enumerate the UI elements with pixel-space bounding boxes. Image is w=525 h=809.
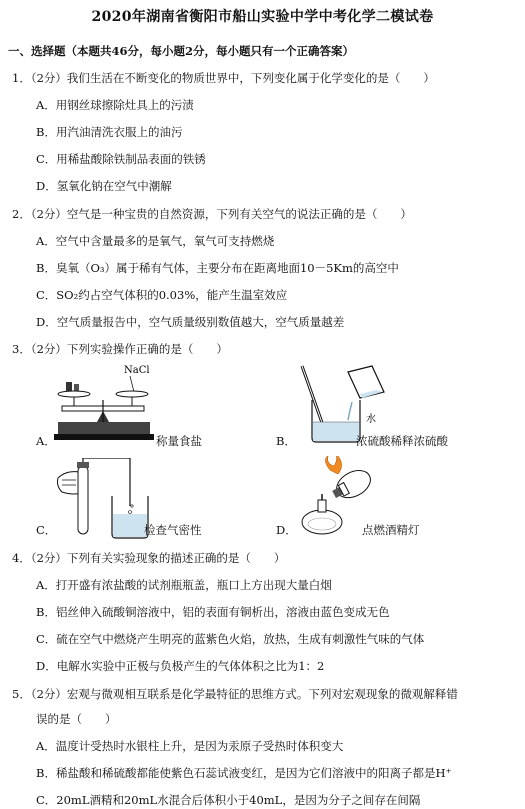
option-c-letter: C． xyxy=(36,523,57,537)
question-5-option-b: B．稀盐酸和稀硫酸都能使紫色石蕊试液变红，是因为它们溶液中的阳离子都是H⁺ xyxy=(36,766,452,780)
section-heading: 一、选择题（本题共46分，每小题2分，每小题只有一个正确答案） xyxy=(8,44,355,58)
question-1-option-c: C．用稀盐酸除铁制品表面的铁锈 xyxy=(36,152,206,166)
question-4-option-d: D．电解水实验中正极与负极产生的气体体积之比为1：2 xyxy=(36,659,325,673)
question-2-stem: 2．（2分）空气是一种宝贵的自然资源，下列有关空气的说法正确的是（ ） xyxy=(12,207,412,221)
option-a-letter: A． xyxy=(36,434,56,448)
option-b-caption: 浓硫酸稀释浓硫酸 xyxy=(356,434,448,448)
question-5-stem: 5．（2分）宏观与微观相互联系是化学最特征的思维方式。下列对宏观现象的微观解释错 xyxy=(12,687,458,701)
dilution-figure xyxy=(292,362,388,444)
question-4-stem: 4．（2分）下列有关实验现象的描述正确的是（ ） xyxy=(12,551,286,565)
question-4-option-b: B．铝丝伸入硫酸铜溶液中，铝的表面有铜析出，溶液由蓝色变成无色 xyxy=(36,605,390,619)
airtightness-figure xyxy=(52,458,152,540)
balance-scale-figure xyxy=(52,360,162,444)
option-d-caption: 点燃酒精灯 xyxy=(362,523,420,537)
question-4-option-a: A．打开盛有浓盐酸的试剂瓶瓶盖，瓶口上方出现大量白烟 xyxy=(36,578,332,592)
question-4-option-c: C．硫在空气中燃烧产生明亮的蓝紫色火焰，放热，生成有刺激性气味的气体 xyxy=(36,632,425,646)
nacl-label: NaCl xyxy=(124,365,150,376)
question-1-option-d: D．氢氧化钠在空气中潮解 xyxy=(36,179,172,193)
option-a-caption: 称量食盐 xyxy=(156,434,202,448)
water-label: 水 xyxy=(366,414,376,425)
question-5-option-a: A．温度计受热时水银柱上升，是因为汞原子受热时体积变大 xyxy=(36,739,344,753)
question-1-option-a: A．用钢丝球擦除灶具上的污渍 xyxy=(36,98,194,112)
question-2-option-c: C．SO₂约占空气体积的0.03%，能产生温室效应 xyxy=(36,288,288,302)
question-5-stem-continued: 误的是（ ） xyxy=(36,712,117,726)
question-5-option-c: C．20mL酒精和20mL水混合后体积小于40mL，是因为分子之间存在间隔 xyxy=(36,793,421,807)
paper-title: 2020年湖南省衡阳市船山实验中学中考化学二模试卷 xyxy=(91,9,434,25)
option-b-letter: B． xyxy=(276,434,296,448)
question-2-option-a: A．空气中含量最多的是氧气，氧气可支持燃烧 xyxy=(36,234,275,248)
option-d-letter: D． xyxy=(276,523,297,537)
question-2-option-d: D．空气质量报告中，空气质量级别数值越大，空气质量越差 xyxy=(36,315,345,329)
question-1-stem: 1．（2分）我们生活在不断变化的物质世界中，下列变化属于化学变化的是（ ） xyxy=(12,71,435,85)
question-2-option-b: B．臭氧（O₃）属于稀有气体，主要分布在距离地面10－5Km的高空中 xyxy=(36,261,399,275)
option-c-caption: 检查气密性 xyxy=(144,523,202,537)
question-1-option-b: B．用汽油清洗衣服上的油污 xyxy=(36,125,183,139)
question-3-stem: 3．（2分）下列实验操作正确的是（ ） xyxy=(12,342,228,356)
